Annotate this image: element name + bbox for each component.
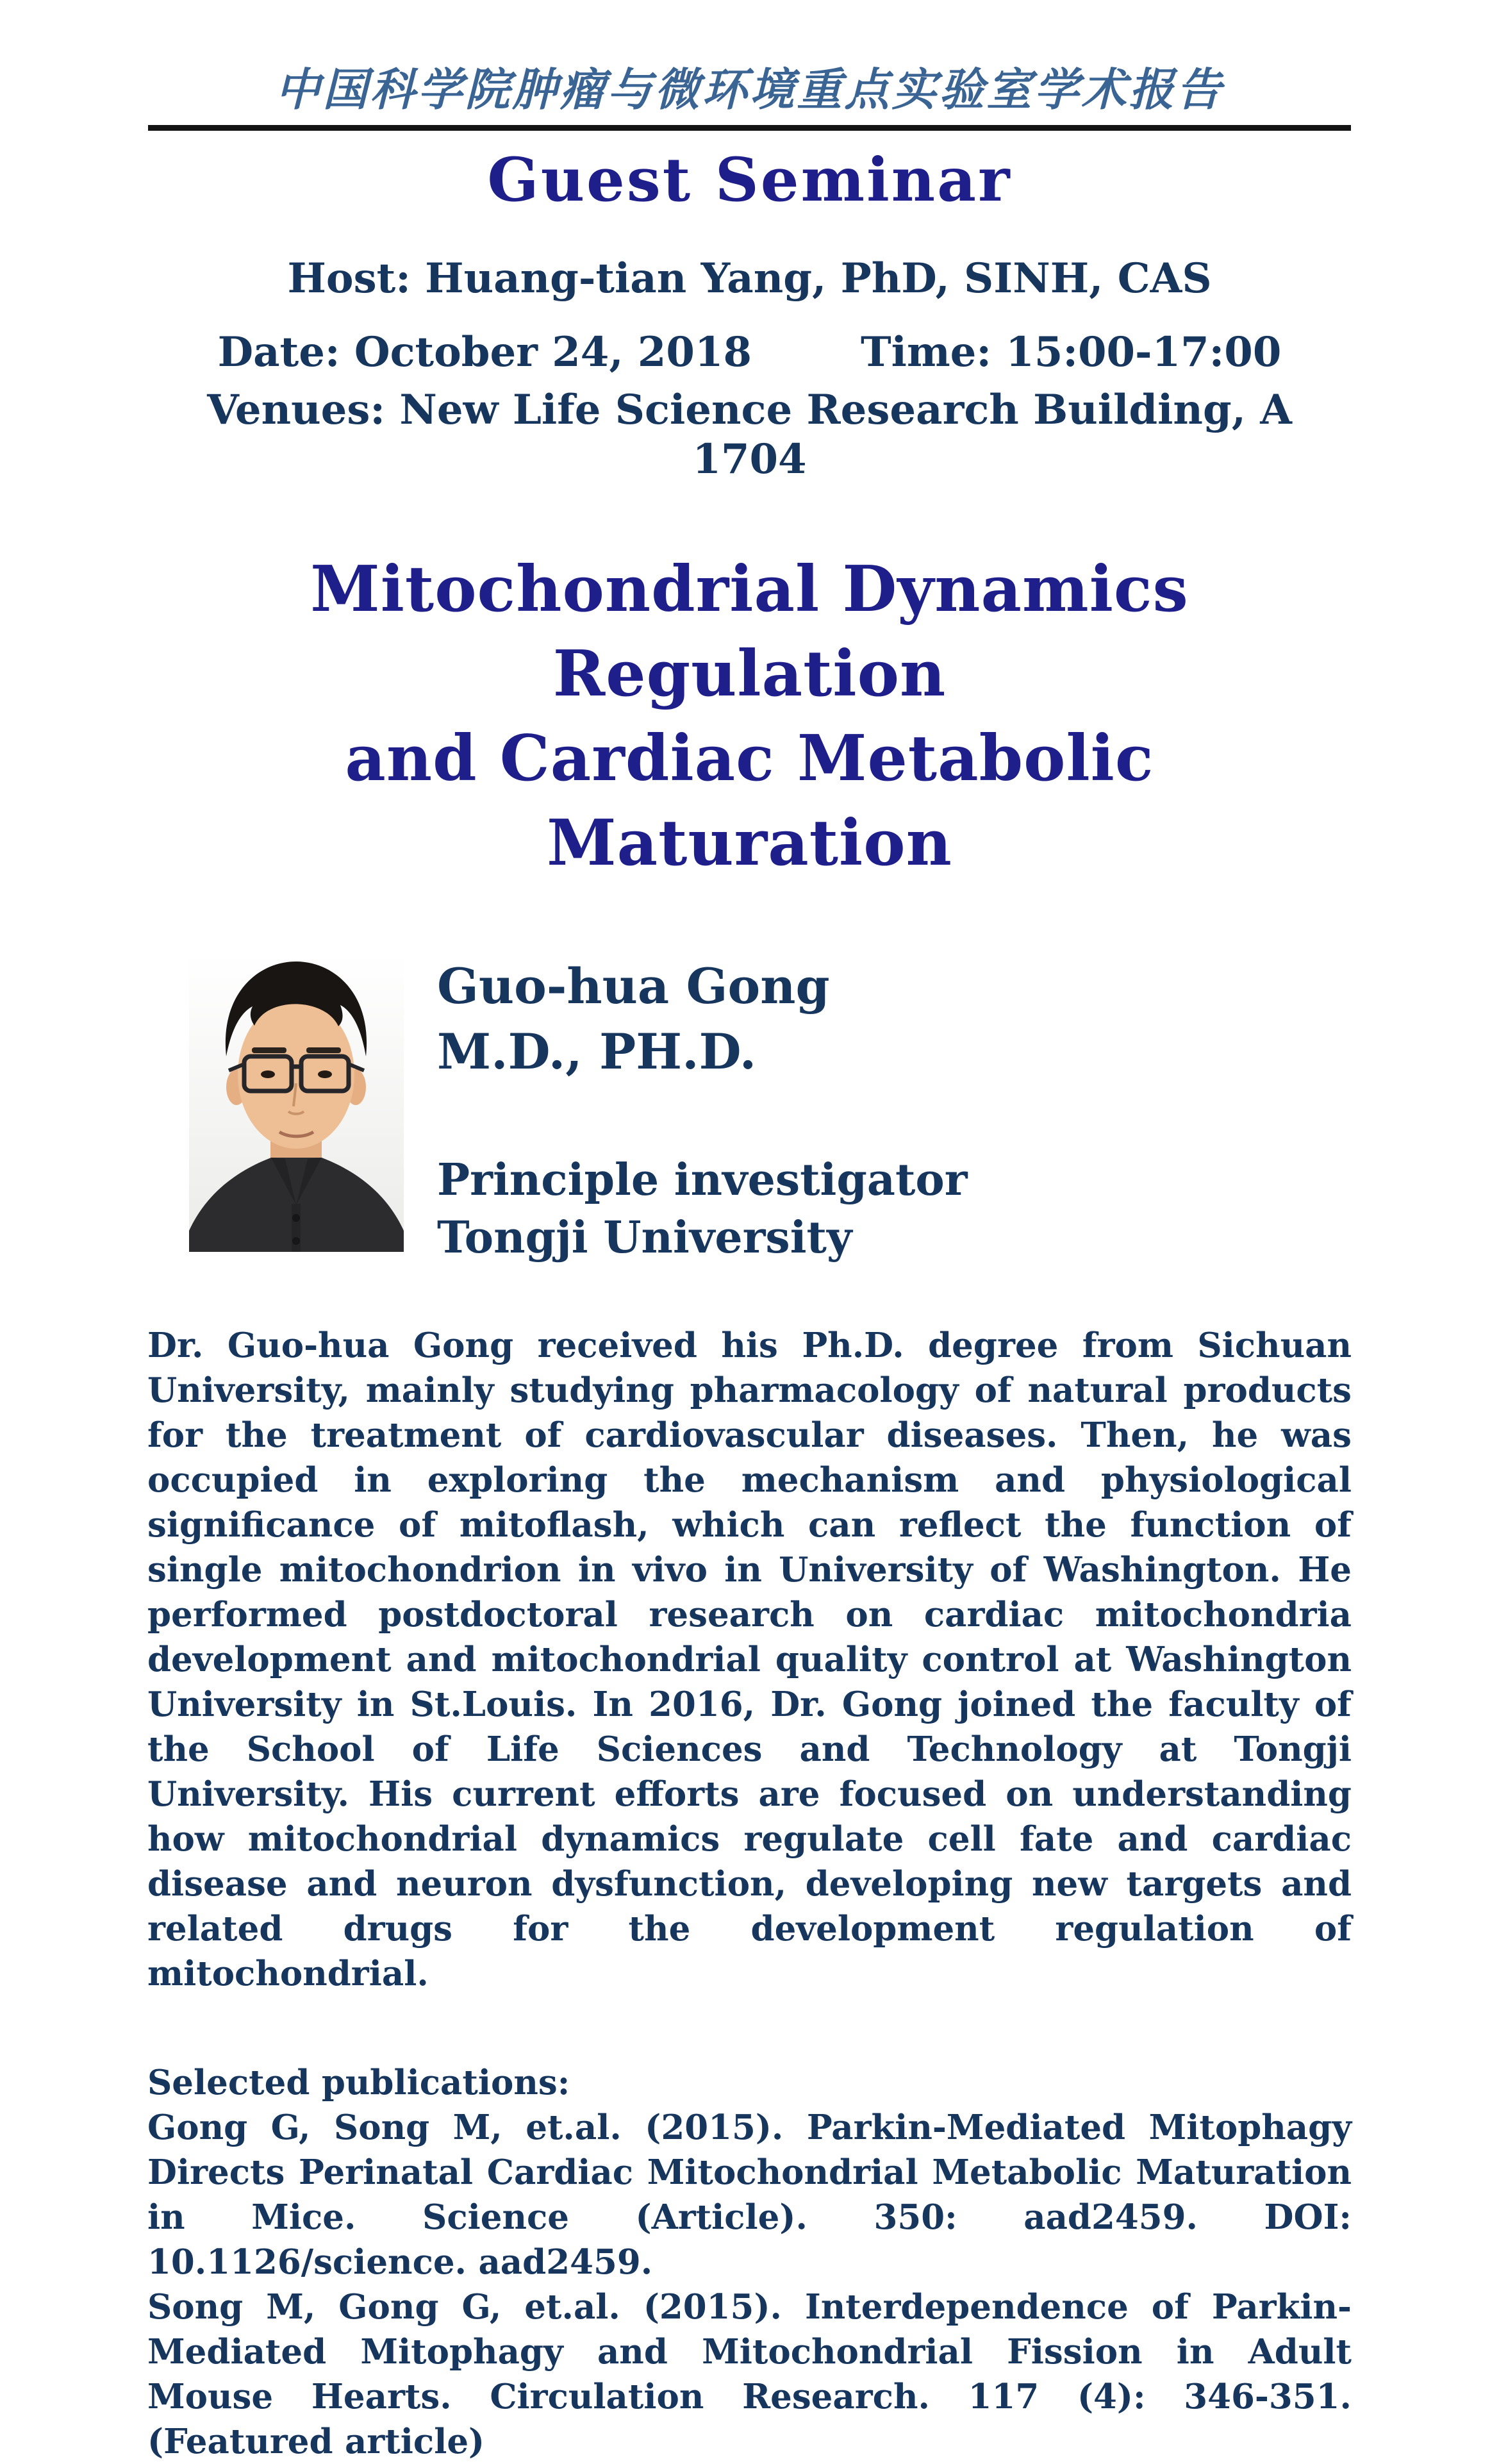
- date-time-row: [147, 328, 1352, 378]
- speaker-bio-paragraph: Dr. Guo-hua Gong received his Ph.D. degree from Sichuan University, mainly studying pharmacology of natural products for the treatment of cardiovascular diseases. Then, he was occupied in exploring the mechanism and physiological significance of mitoflash, which can reflect the function of single mitochondrion in vivo in University of Washington. He performed postdoctoral research on cardiac mitochondria development and mitochondrial quality control at Washington University in St.Louis. In 2016, Dr. Gong joined the faculty of the School of Life Sciences and Technology at Tongji University. His current efforts are focused on understanding how mitochondrial dynamics regulate cell fate and cardiac disease and neuron dysfunction, developing new targets and related drugs for the development regulation of mitochondrial.: [147, 1326, 1352, 1994]
- venue-line: Venues: New Life Science Research Building, A 1704: [207, 386, 1292, 484]
- speaker-info: [437, 954, 968, 1267]
- name-block: [437, 954, 968, 1085]
- seminar-title-line2: and Cardiac Metabolic Maturation: [345, 722, 1154, 881]
- header-divider-rule: [148, 125, 1351, 131]
- speaker-degrees: M.D., PH.D.: [437, 1023, 757, 1081]
- date-line: Date: October 24, 2018: [217, 328, 752, 376]
- speaker-photo: [189, 954, 404, 1252]
- speaker-section: [147, 954, 1352, 1267]
- publication-item: Gong G, Song M, et.al. (2015). Parkin-Mediated Mitophagy Directs Perinatal Cardiac Mitochondrial Metabolic Maturation in Mice. Science (Article). 350: aad2459. DOI: 10.1126/science. aad2459.: [147, 2108, 1352, 2283]
- speaker-role: Principle investigator: [437, 1154, 968, 1206]
- seminar-flyer-page: [0, 63, 1499, 2462]
- speaker-portrait-illustration: [189, 954, 404, 1252]
- time-line: Time: 15:00-17:00: [861, 328, 1282, 376]
- lab-title-cn: 中国科学院肿瘤与微环境重点实验室学术报告: [275, 63, 1224, 116]
- publications-heading: Selected publications:: [147, 2063, 570, 2103]
- host-line: Host: Huang-tian Yang, PhD, SINH, CAS: [287, 254, 1212, 303]
- role-block: [437, 1151, 968, 1267]
- speaker-name: Guo-hua Gong: [437, 958, 830, 1015]
- publication-item: Song M, Gong G, et.al. (2015). Interdependence of Parkin-Mediated Mitophagy and Mitochondrial Fission in Adult Mouse Hearts. Circulation Research. 117 (4): 346-351. (Featured article): [147, 2287, 1352, 2462]
- speaker-affiliation: Tongji University: [437, 1212, 852, 1264]
- seminar-title: [147, 547, 1352, 886]
- seminar-title-line1: Mitochondrial Dynamics Regulation: [310, 553, 1189, 712]
- event-type-title: Guest Seminar: [487, 144, 1012, 215]
